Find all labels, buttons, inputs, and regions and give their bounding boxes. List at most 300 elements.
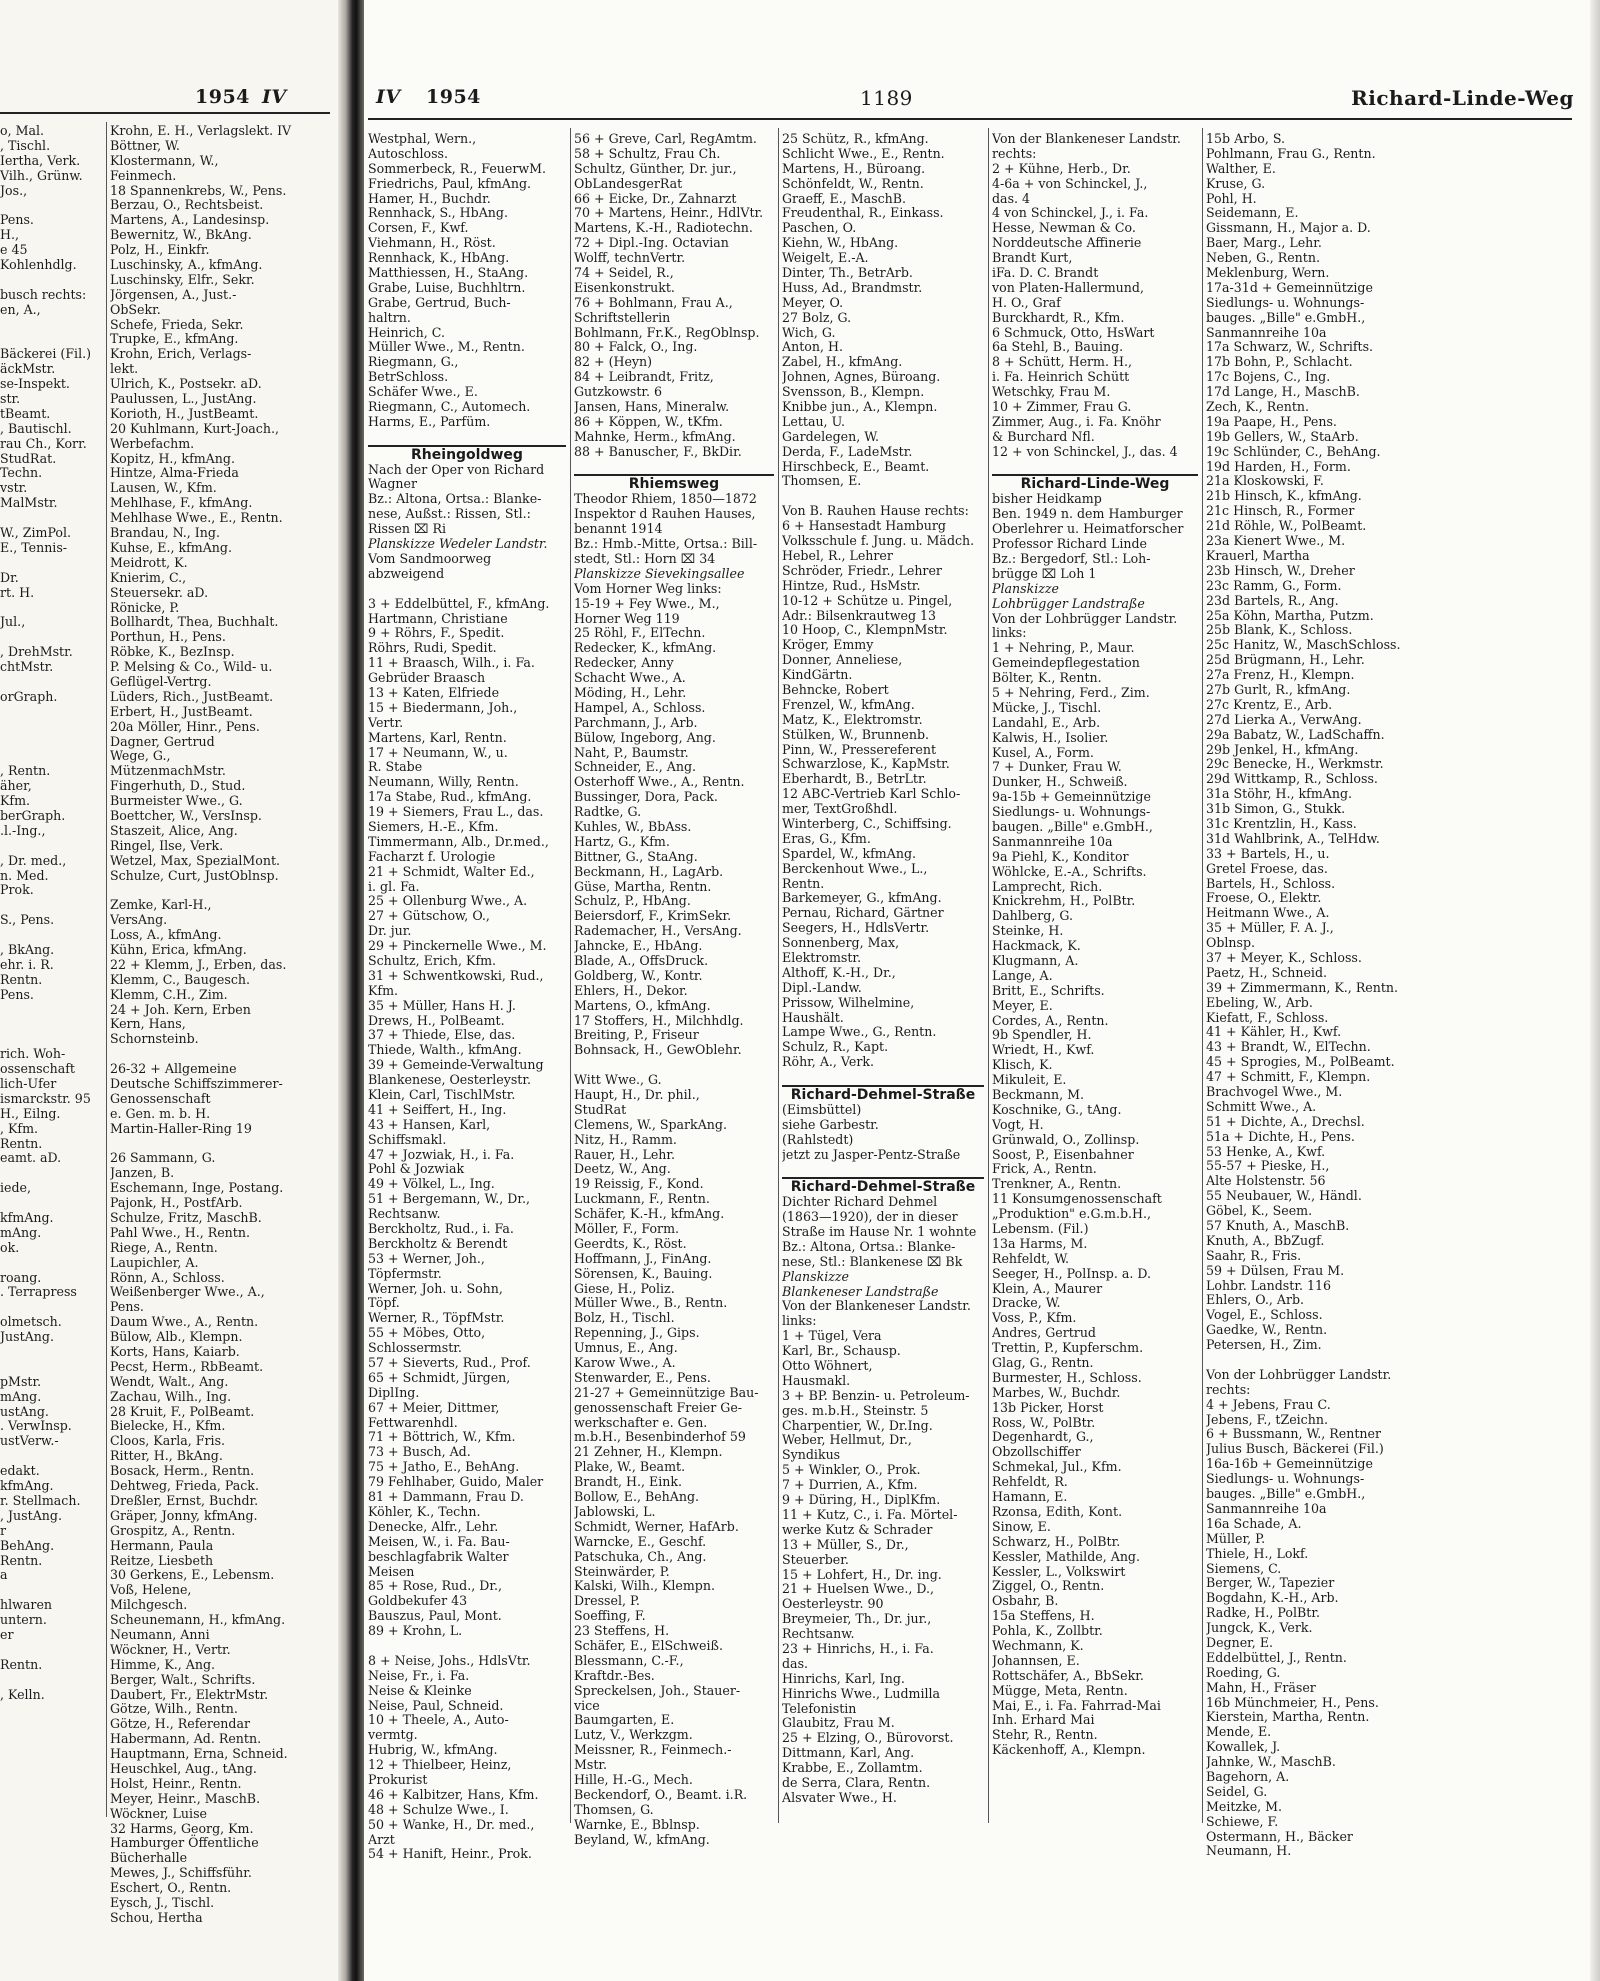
directory-line: Sörensen, K., Bauing. — [574, 1265, 713, 1281]
directory-line: Kfm. — [368, 982, 399, 998]
directory-line: Bäckerei (Fil.) — [0, 346, 92, 362]
directory-line: Krauerl, Martha — [1206, 547, 1310, 563]
directory-line: Korts, Hans, Kaiarb. — [110, 1344, 240, 1360]
directory-line: Von der Blankeneser Landstr. — [992, 132, 1181, 146]
directory-line: Rademacher, H., VersAng. — [574, 923, 742, 939]
directory-line: Mewes, J., Schiffsführ. — [110, 1865, 252, 1881]
directory-line: äher, — [0, 778, 32, 794]
directory-line: Voss, P., Kfm. — [992, 1310, 1077, 1326]
directory-line: Vom Horner Weg links: — [574, 580, 722, 596]
directory-line: 27b Gurlt, R., kfmAng. — [1206, 681, 1351, 697]
directory-line: Pohl, H. — [1206, 190, 1257, 206]
directory-line: Bosack, Herm., Rentn. — [110, 1463, 255, 1479]
directory-line: Krohn, E. H., Verlagslekt. IV — [110, 124, 292, 138]
directory-line: Grabe, Luise, Buchhltrn. — [368, 279, 526, 295]
directory-line: W., ZimPol. — [0, 525, 72, 541]
directory-line: Luckmann, F., Rentn. — [574, 1191, 710, 1207]
directory-line: 6a Stehl, B., Bauing. — [992, 339, 1124, 355]
directory-line: Plake, W., Beamt. — [574, 1459, 686, 1475]
directory-line: Schmitt Wwe., A. — [1206, 1098, 1317, 1114]
directory-line: , Kelln. — [0, 1686, 45, 1702]
directory-line: Jahncke, E., HbAng. — [574, 938, 703, 954]
directory-line: vstr. — [0, 480, 28, 496]
directory-line: Rennhack, K., HbAng. — [368, 250, 510, 266]
directory-line: 31d Wahlbrink, A., TelHdw. — [1206, 830, 1380, 846]
directory-line: 25 Röhl, F., ElTechn. — [574, 625, 706, 641]
directory-line: Oblnsp. — [1206, 935, 1256, 951]
directory-line: Schäfer, E., ElSchweiß. — [574, 1637, 723, 1653]
directory-line: Berckholtz & Berendt — [368, 1235, 508, 1251]
directory-line: 9 + Düring, H., DiplKfm. — [782, 1492, 941, 1508]
directory-line: 84 + Leibrandt, Fritz, — [574, 369, 714, 385]
directory-line: StudRat — [574, 1101, 627, 1117]
directory-line: pMstr. — [0, 1373, 42, 1389]
directory-line: nese, Außst.: Rissen, Stl.: — [368, 506, 531, 522]
directory-line — [574, 460, 774, 475]
directory-line: Dr. — [0, 569, 19, 585]
directory-line: Nitz, H., Ramm. — [574, 1131, 677, 1147]
directory-line: str. — [0, 391, 21, 407]
directory-line: 21c Hinsch, R., Former — [1206, 503, 1355, 519]
directory-line: Steuersekr. aD. — [110, 584, 209, 600]
column-divider-1 — [570, 128, 571, 1823]
directory-line: Hausmakl. — [782, 1372, 851, 1388]
directory-line: Mehlhase, F., kfmAng. — [110, 495, 253, 511]
directory-line: Bagehorn, A. — [1206, 1768, 1290, 1784]
directory-line: Sanmannreihe 10a — [1206, 1500, 1327, 1516]
directory-line: Kessler, Mathilde, Ang. — [992, 1548, 1140, 1564]
directory-line: 21 + Huelsen Wwe., D., — [782, 1581, 935, 1597]
directory-line: links: — [782, 1313, 817, 1329]
directory-line: Ritter, H., BkAng. — [110, 1448, 223, 1464]
directory-line: Sanmannreihe 10a — [1206, 324, 1327, 340]
directory-line — [0, 1003, 104, 1018]
directory-line: Neumann, Anni — [110, 1626, 210, 1642]
directory-line: Bz.: Altona, Ortsa.: Blanke- — [368, 491, 542, 507]
directory-line — [0, 749, 104, 764]
directory-line: .l.-Ing., — [0, 822, 46, 838]
directory-line: rt. H. — [0, 584, 35, 600]
right-header-volume: IV — [376, 86, 401, 108]
directory-line: Mikuleit, E. — [992, 1072, 1067, 1088]
directory-line: Blankenese, Oesterleystr. — [368, 1072, 532, 1088]
directory-line: 27 Bolz, G. — [782, 309, 852, 325]
directory-line: Friedrichs, Paul, kfmAng. — [368, 175, 532, 191]
directory-line: Hampel, A., Schloss. — [574, 699, 706, 715]
directory-line: Eysch, J., Tischl. — [110, 1894, 215, 1910]
directory-line: Weigelt, E.-A. — [782, 250, 869, 266]
directory-line: 19b Gellers, W., StaArb. — [1206, 428, 1359, 444]
directory-line: Schou, Hertha — [110, 1909, 203, 1925]
directory-line: Wöckner, Luise — [110, 1805, 207, 1821]
directory-line: Kopitz, H., kfmAng. — [110, 450, 235, 466]
directory-line: Steuerber. — [782, 1551, 849, 1567]
directory-line: Hartz, G., Kfm. — [574, 833, 670, 849]
directory-line: Riege, A., Rentn. — [110, 1239, 218, 1255]
directory-line: . Terrapress — [0, 1284, 77, 1300]
directory-line: Hille, H.-G., Mech. — [574, 1771, 693, 1787]
directory-line: Otto Wöhnert, — [782, 1358, 873, 1374]
directory-line: ossenschaft — [0, 1061, 75, 1077]
directory-line: von Platen-Hallermund, — [992, 279, 1144, 295]
directory-line: Käckenhoff, A., Klempn. — [992, 1742, 1146, 1758]
left-column-divider — [106, 122, 107, 1817]
directory-line: 6 + Bussmann, W., Rentner — [1206, 1426, 1381, 1442]
directory-line: Trenkner, A., Rentn. — [992, 1176, 1122, 1192]
directory-line: Klemm, C., Baugesch. — [110, 971, 250, 987]
directory-line — [782, 1162, 984, 1177]
directory-line: Grospitz, A., Rentn. — [110, 1522, 236, 1538]
directory-line: 56 + Greve, Carl, RegAmtm. — [574, 132, 757, 146]
directory-line: siehe Garbestr. — [782, 1116, 879, 1132]
directory-line: Bogdahn, K.-H., Arb. — [1206, 1590, 1339, 1606]
directory-line: Ben. 1949 n. dem Hamburger — [992, 506, 1183, 522]
directory-line: Bücherhalle — [110, 1850, 188, 1866]
directory-line: 86 + Köppen, W., tKfm. — [574, 413, 723, 429]
directory-line: Degenhardt, G., — [992, 1429, 1094, 1445]
directory-line: 27d Lierka A., VerwAng. — [1206, 711, 1362, 727]
directory-line: Goldberg, W., Kontr. — [574, 967, 703, 983]
directory-line: mAng. — [0, 1388, 42, 1404]
directory-line: nese, Stl.: Blankenese ⌧ Bk — [782, 1253, 963, 1269]
directory-line: 13 + Katen, Elfriede — [368, 684, 500, 700]
directory-line: Matthiessen, H., StaAng. — [368, 265, 529, 281]
directory-line: Karow Wwe., A. — [574, 1355, 676, 1371]
directory-line: Syndikus — [782, 1447, 841, 1463]
directory-line: 9 + Röhrs, F., Spedit. — [368, 625, 505, 641]
directory-line: Köhler, K., Techn. — [368, 1503, 481, 1519]
directory-line: Gräper, Jonny, kfmAng. — [110, 1507, 258, 1523]
directory-line: E., Tennis- — [0, 539, 68, 555]
directory-line: ok. — [0, 1239, 20, 1255]
directory-line: Rentn. — [0, 971, 43, 987]
directory-line: Luschinsky, Elfr., Sekr. — [110, 271, 255, 287]
directory-line: Hartmann, Christiane — [368, 610, 508, 626]
directory-line: 4 + Jebens, Frau C. — [1206, 1396, 1331, 1412]
directory-line: Milchgesch. — [110, 1597, 188, 1613]
directory-line: 41 + Seiffert, H., Ing. — [368, 1101, 507, 1117]
directory-line: 51 + Dichte, A., Drechsl. — [1206, 1113, 1365, 1129]
directory-line: 82 + (Heyn) — [574, 354, 653, 370]
directory-line: 23b Hinsch, W., Dreher — [1206, 562, 1355, 578]
directory-line: Professor Richard Linde — [992, 536, 1148, 552]
directory-line: Fettwarenhdl. — [368, 1414, 458, 1430]
directory-line: roang. — [0, 1269, 42, 1285]
directory-line: Geflügel-Vertrg. — [110, 673, 212, 689]
directory-line: Umnus, E., Ang. — [574, 1340, 678, 1356]
directory-line: Steinke, H. — [992, 923, 1064, 939]
directory-line: VersAng. — [110, 912, 168, 928]
directory-line: Kohlenhdlg. — [0, 257, 77, 273]
directory-line: Redecker, Anny — [574, 655, 674, 671]
directory-line: Daum Wwe., A., Rentn. — [110, 1314, 259, 1330]
directory-line: Götze, H., Referendar — [110, 1716, 251, 1732]
directory-line: 8 + Schütt, Herm. H., — [992, 354, 1132, 370]
directory-line: Freudenthal, R., Einkass. — [782, 205, 944, 221]
directory-line: 7 + Durrien, A., Kfm. — [782, 1477, 918, 1493]
directory-line: Hamburger Öffentliche — [110, 1835, 259, 1851]
directory-line: 19a Paape, H., Pens. — [1206, 413, 1337, 429]
directory-line: Bussinger, Dora, Pack. — [574, 789, 718, 805]
directory-line: Siemers, H.-E., Kfm. — [368, 818, 499, 834]
directory-line: Hirschbeck, E., Beamt. — [782, 458, 930, 474]
directory-line: 76 + Bohlmann, Frau A., — [574, 294, 733, 310]
street-heading: Rhiemsweg — [574, 474, 774, 492]
directory-line: 20 Kuhlmann, Kurt-Joach., — [110, 420, 279, 436]
directory-line: 9a Piehl, K., Konditor — [992, 848, 1129, 864]
directory-line: Von der Blankeneser Landstr. — [782, 1298, 971, 1314]
directory-line: 65 + Schmidt, Jürgen, — [368, 1369, 511, 1385]
directory-line: Ebeling, W., Arb. — [1206, 994, 1313, 1010]
directory-line: Viehmann, H., Röst. — [368, 235, 496, 251]
directory-line: Graeff, E., MaschB. — [782, 190, 907, 206]
directory-line: Wetzel, Max, SpezialMont. — [110, 852, 281, 868]
directory-line: Schönfeldt, W., Rentn. — [782, 175, 924, 191]
directory-line: Eras, G., Kfm. — [782, 830, 871, 846]
directory-line: , Rentn. — [0, 763, 51, 779]
directory-line: Siemens, C. — [1206, 1560, 1282, 1576]
directory-line: Krabbe, E., Zollamtm. — [782, 1760, 923, 1776]
directory-line: Wetschky, Frau M. — [992, 384, 1111, 400]
directory-line: Rehfeldt, W. — [992, 1250, 1070, 1266]
directory-line: 26 Sammann, G. — [110, 1150, 216, 1166]
directory-line: Sommerbeck, R., FeuerwM. — [368, 160, 547, 176]
directory-line: Gissmann, H., Major a. D. — [1206, 220, 1371, 236]
directory-line — [110, 883, 336, 898]
directory-line: Lüders, Rich., JustBeamt. — [110, 688, 274, 704]
directory-line: 17 + Neumann, W., u. — [368, 744, 508, 760]
directory-line: Müller Wwe., B., Rentn. — [574, 1295, 728, 1311]
directory-line: Degner, E. — [1206, 1634, 1274, 1650]
directory-line: Riegmann, C., Automech. — [368, 399, 531, 415]
left-header-year: 1954 — [195, 86, 250, 108]
directory-line: 41 + Kähler, H., Kwf. — [1206, 1024, 1342, 1040]
directory-line: Schäfer, K.-H., kfmAng. — [574, 1206, 725, 1222]
directory-line: mAng. — [0, 1224, 42, 1240]
directory-line: Pens. — [0, 212, 34, 228]
directory-line: orGraph. — [0, 688, 58, 704]
directory-line: Meidrott, K. — [110, 554, 188, 570]
directory-line: Jebens, F., tZeichn. — [1206, 1411, 1328, 1427]
directory-line: Reitze, Liesbeth — [110, 1552, 214, 1568]
directory-line: Burmeister Wwe., G. — [110, 793, 243, 809]
directory-line: 23a Kienert Wwe., M. — [1206, 533, 1346, 549]
directory-line: Töpfermstr. — [368, 1265, 442, 1281]
directory-line: Winterberg, C., Schiffsing. — [782, 815, 952, 831]
directory-line — [0, 1360, 104, 1375]
directory-line: vice — [574, 1697, 600, 1713]
directory-line: kfmAng. — [0, 1478, 54, 1494]
directory-line: lekt. — [110, 361, 139, 377]
directory-line: 1 + Nehring, P., Maur. — [992, 640, 1135, 656]
directory-line: 13 + Müller, S., Dr., — [782, 1536, 909, 1552]
directory-line: 12 ABC-Vertrieb Karl Schlo- — [782, 786, 961, 802]
directory-line: Althoff, K.-H., Dr., — [782, 964, 896, 980]
directory-line: Loss, A., kfmAng. — [110, 927, 222, 943]
directory-line — [0, 198, 104, 213]
directory-line: bauges. „Bille" e.GmbH., — [1206, 1486, 1366, 1502]
directory-line: 70 + Martens, Heinr., HdlVtr. — [574, 205, 764, 221]
directory-line: Donner, Anneliese, — [782, 652, 903, 668]
directory-line: Lebensm. (Fil.) — [992, 1221, 1089, 1237]
directory-line: Burmester, H., Schloss. — [992, 1369, 1142, 1385]
directory-line: Ross, W., PolBtr. — [992, 1414, 1096, 1430]
directory-line: Jos., — [0, 182, 28, 198]
directory-line: Lamprecht, Rich. — [992, 878, 1103, 894]
directory-line: 54 + Hanift, Heinr., Prok. — [368, 1846, 532, 1862]
directory-line: Wechmann, K. — [992, 1637, 1084, 1653]
directory-line: Anton, H. — [782, 339, 843, 355]
directory-line: Seidemann, E. — [1206, 205, 1299, 221]
directory-line: Elektromstr. — [782, 949, 862, 965]
directory-line: Dunker, H., Schweiß. — [992, 774, 1128, 790]
directory-line: Alsvater Wwe., H. — [782, 1789, 897, 1805]
directory-line: Vertr. — [368, 714, 404, 730]
directory-line: Behncke, Robert — [782, 681, 889, 697]
right-column-1 — [368, 132, 566, 1862]
directory-line: Radke, H., PolBtr. — [1206, 1605, 1320, 1621]
directory-line: Korioth, H., JustBeamt. — [110, 405, 259, 421]
page-number: 1189 — [860, 86, 913, 110]
directory-line: Meisen, W., i. Fa. Bau- — [368, 1533, 510, 1549]
directory-line: Klemm, C.H., Zim. — [110, 986, 228, 1002]
directory-line: 13a Harms, M. — [992, 1235, 1088, 1251]
directory-line: 15b Arbo, S. — [1206, 132, 1286, 146]
street-heading: Richard-Dehmel-Straße — [782, 1085, 984, 1103]
directory-line: Brandau, N., Ing. — [110, 525, 220, 541]
directory-line: Schiewe, F. — [1206, 1813, 1279, 1829]
directory-line: Rehfeldt, R. — [992, 1474, 1068, 1490]
directory-line: Neumann, Willy, Rentn. — [368, 774, 519, 790]
directory-line: Gebrüder Braasch — [368, 670, 486, 686]
directory-line: Scheunemann, H., kfmAng. — [110, 1612, 286, 1628]
directory-line: 75 + Jatho, E., BehAng. — [368, 1459, 520, 1475]
directory-line: rechts: — [1206, 1381, 1251, 1397]
directory-line: Baer, Marg., Lehr. — [1206, 235, 1322, 251]
directory-line: Rauer, H., Lehr. — [574, 1146, 676, 1162]
column-divider-2 — [778, 128, 779, 1823]
directory-line: Zech, K., Rentn. — [1206, 399, 1310, 415]
directory-line — [0, 1345, 104, 1360]
directory-line: . VerwInsp. — [0, 1418, 72, 1434]
directory-line: 19 + Siemers, Frau L., das. — [368, 804, 544, 820]
directory-line: äckMstr. — [0, 361, 56, 377]
directory-line: Weißenberger Wwe., A., — [110, 1284, 265, 1300]
directory-line: Eberhardt, B., BetrLtr. — [782, 771, 927, 787]
directory-line: lich-Ufer — [0, 1076, 57, 1091]
directory-line: Karl, Br., Schausp. — [782, 1343, 901, 1359]
directory-line: Berzau, O., Rechtsbeist. — [110, 197, 264, 213]
directory-line: Schwarzlose, K., KapMstr. — [782, 756, 950, 772]
directory-line: brügge ⌧ Loh 1 — [992, 565, 1097, 581]
directory-line: r — [0, 1522, 7, 1538]
directory-line: 25 + Ollenburg Wwe., A. — [368, 893, 528, 909]
directory-line: Koschnike, G., tAng. — [992, 1101, 1122, 1117]
directory-line: Techn. — [0, 465, 43, 481]
directory-line: Klostermann, W., — [110, 152, 219, 168]
directory-line: a — [0, 1567, 8, 1583]
directory-line — [0, 332, 104, 347]
directory-line: Sonnenberg, Max, — [782, 935, 900, 951]
directory-line — [0, 601, 104, 616]
right-column-2 — [574, 132, 774, 1847]
directory-line: Von B. Rauhen Hause rechts: — [782, 503, 969, 519]
directory-line: 51a + Dichte, H., Pens. — [1206, 1128, 1355, 1144]
directory-line: Jungck, K., Verk. — [1206, 1620, 1313, 1636]
directory-line: Neumann, H. — [1206, 1843, 1292, 1859]
directory-line: 57 Knuth, A., MaschB. — [1206, 1218, 1350, 1234]
directory-line: Knibbe jun., A., Klempn. — [782, 399, 938, 415]
left-page — [0, 0, 338, 1981]
directory-line: Beiersdorf, F., KrimSekr. — [574, 908, 732, 924]
directory-line: 27c Krentz, E., Arb. — [1206, 696, 1333, 712]
directory-line: Andres, Gertrud — [992, 1325, 1096, 1341]
directory-line: Bartels, H., Schloss. — [1206, 875, 1336, 891]
directory-line: 23c Ramm, G., Form. — [1206, 577, 1342, 593]
directory-line: 53 Henke, A., Kwf. — [1206, 1143, 1326, 1159]
directory-line: Ulrich, K., Postsekr. aD. — [110, 376, 262, 392]
directory-line: Arzt — [368, 1831, 395, 1847]
directory-line: Blankeneser Landstraße — [782, 1283, 939, 1299]
directory-line: Deutsche Schiffszimmerer- — [110, 1076, 283, 1091]
directory-line: 67 + Meier, Dittmer, — [368, 1399, 500, 1415]
directory-line: Götze, Wilh., Rentn. — [110, 1701, 238, 1717]
directory-line: Dreßler, Ernst, Buchdr. — [110, 1492, 259, 1508]
directory-line: Pecst, Herm., RbBeamt. — [110, 1358, 264, 1374]
directory-line: Porthun, H., Pens. — [110, 629, 226, 645]
directory-line: Warnke, E., Bblnsp. — [574, 1816, 700, 1832]
directory-line: Hinrichs Wwe., Ludmilla — [782, 1685, 941, 1701]
directory-line: 3 + Eddelbüttel, F., kfmAng. — [368, 595, 550, 611]
directory-line: 58 + Schultz, Frau Ch. — [574, 145, 721, 161]
directory-line: 22 + Klemm, J., Erben, das. — [110, 956, 287, 972]
directory-line — [110, 1047, 336, 1062]
directory-line — [0, 1673, 104, 1688]
directory-line: Dichter Richard Dehmel — [782, 1194, 938, 1210]
directory-line: er — [0, 1626, 14, 1642]
directory-line: 19d Harden, H., Form. — [1206, 458, 1351, 474]
directory-line: Kröger, Emmy — [782, 637, 874, 653]
directory-line: Martens, Karl, Rentn. — [368, 729, 507, 745]
directory-line: Brandt, H., Eink. — [574, 1474, 682, 1490]
directory-line: 37 + Thiede, Else, das. — [368, 1027, 516, 1043]
directory-line: Ehlers, H., Dekor. — [574, 982, 688, 998]
directory-line: Glaubitz, Frau M. — [782, 1715, 895, 1731]
directory-line: Wich, G. — [782, 324, 836, 340]
directory-line — [574, 1058, 774, 1073]
directory-line: 33 + Bartels, H., u. — [1206, 845, 1330, 861]
directory-line: Meitzke, M. — [1206, 1798, 1283, 1814]
directory-line: Brandt Kurt, — [992, 250, 1073, 266]
directory-line: Blessmann, C.-F., — [574, 1652, 684, 1668]
directory-line: Warncke, E., Geschf. — [574, 1533, 707, 1549]
directory-line: Thiede, Walth., kfmAng. — [368, 1042, 522, 1058]
directory-line — [368, 430, 566, 445]
directory-line: Lettau, U. — [782, 413, 846, 429]
directory-line: Rönicke, P. — [110, 599, 180, 615]
directory-line: 29 + Pinckernelle Wwe., M. — [368, 938, 547, 954]
directory-line: 3 + BP. Benzin- u. Petroleum- — [782, 1387, 970, 1403]
directory-line: Röhr, A., Verk. — [782, 1054, 874, 1070]
directory-line: JustAng. — [0, 1329, 54, 1345]
directory-line: 43 + Brandt, W., ElTechn. — [1206, 1039, 1371, 1055]
directory-line: Mücke, J., Tischl. — [992, 699, 1102, 715]
directory-line — [368, 1639, 566, 1654]
directory-line: Spardel, W., kfmAng. — [782, 845, 917, 861]
directory-line: Planskizze Sievekingsallee — [574, 565, 745, 581]
directory-line: Göbel, K., Seem. — [1206, 1203, 1313, 1219]
directory-line: Barkemeyer, G., kfmAng. — [782, 890, 942, 906]
